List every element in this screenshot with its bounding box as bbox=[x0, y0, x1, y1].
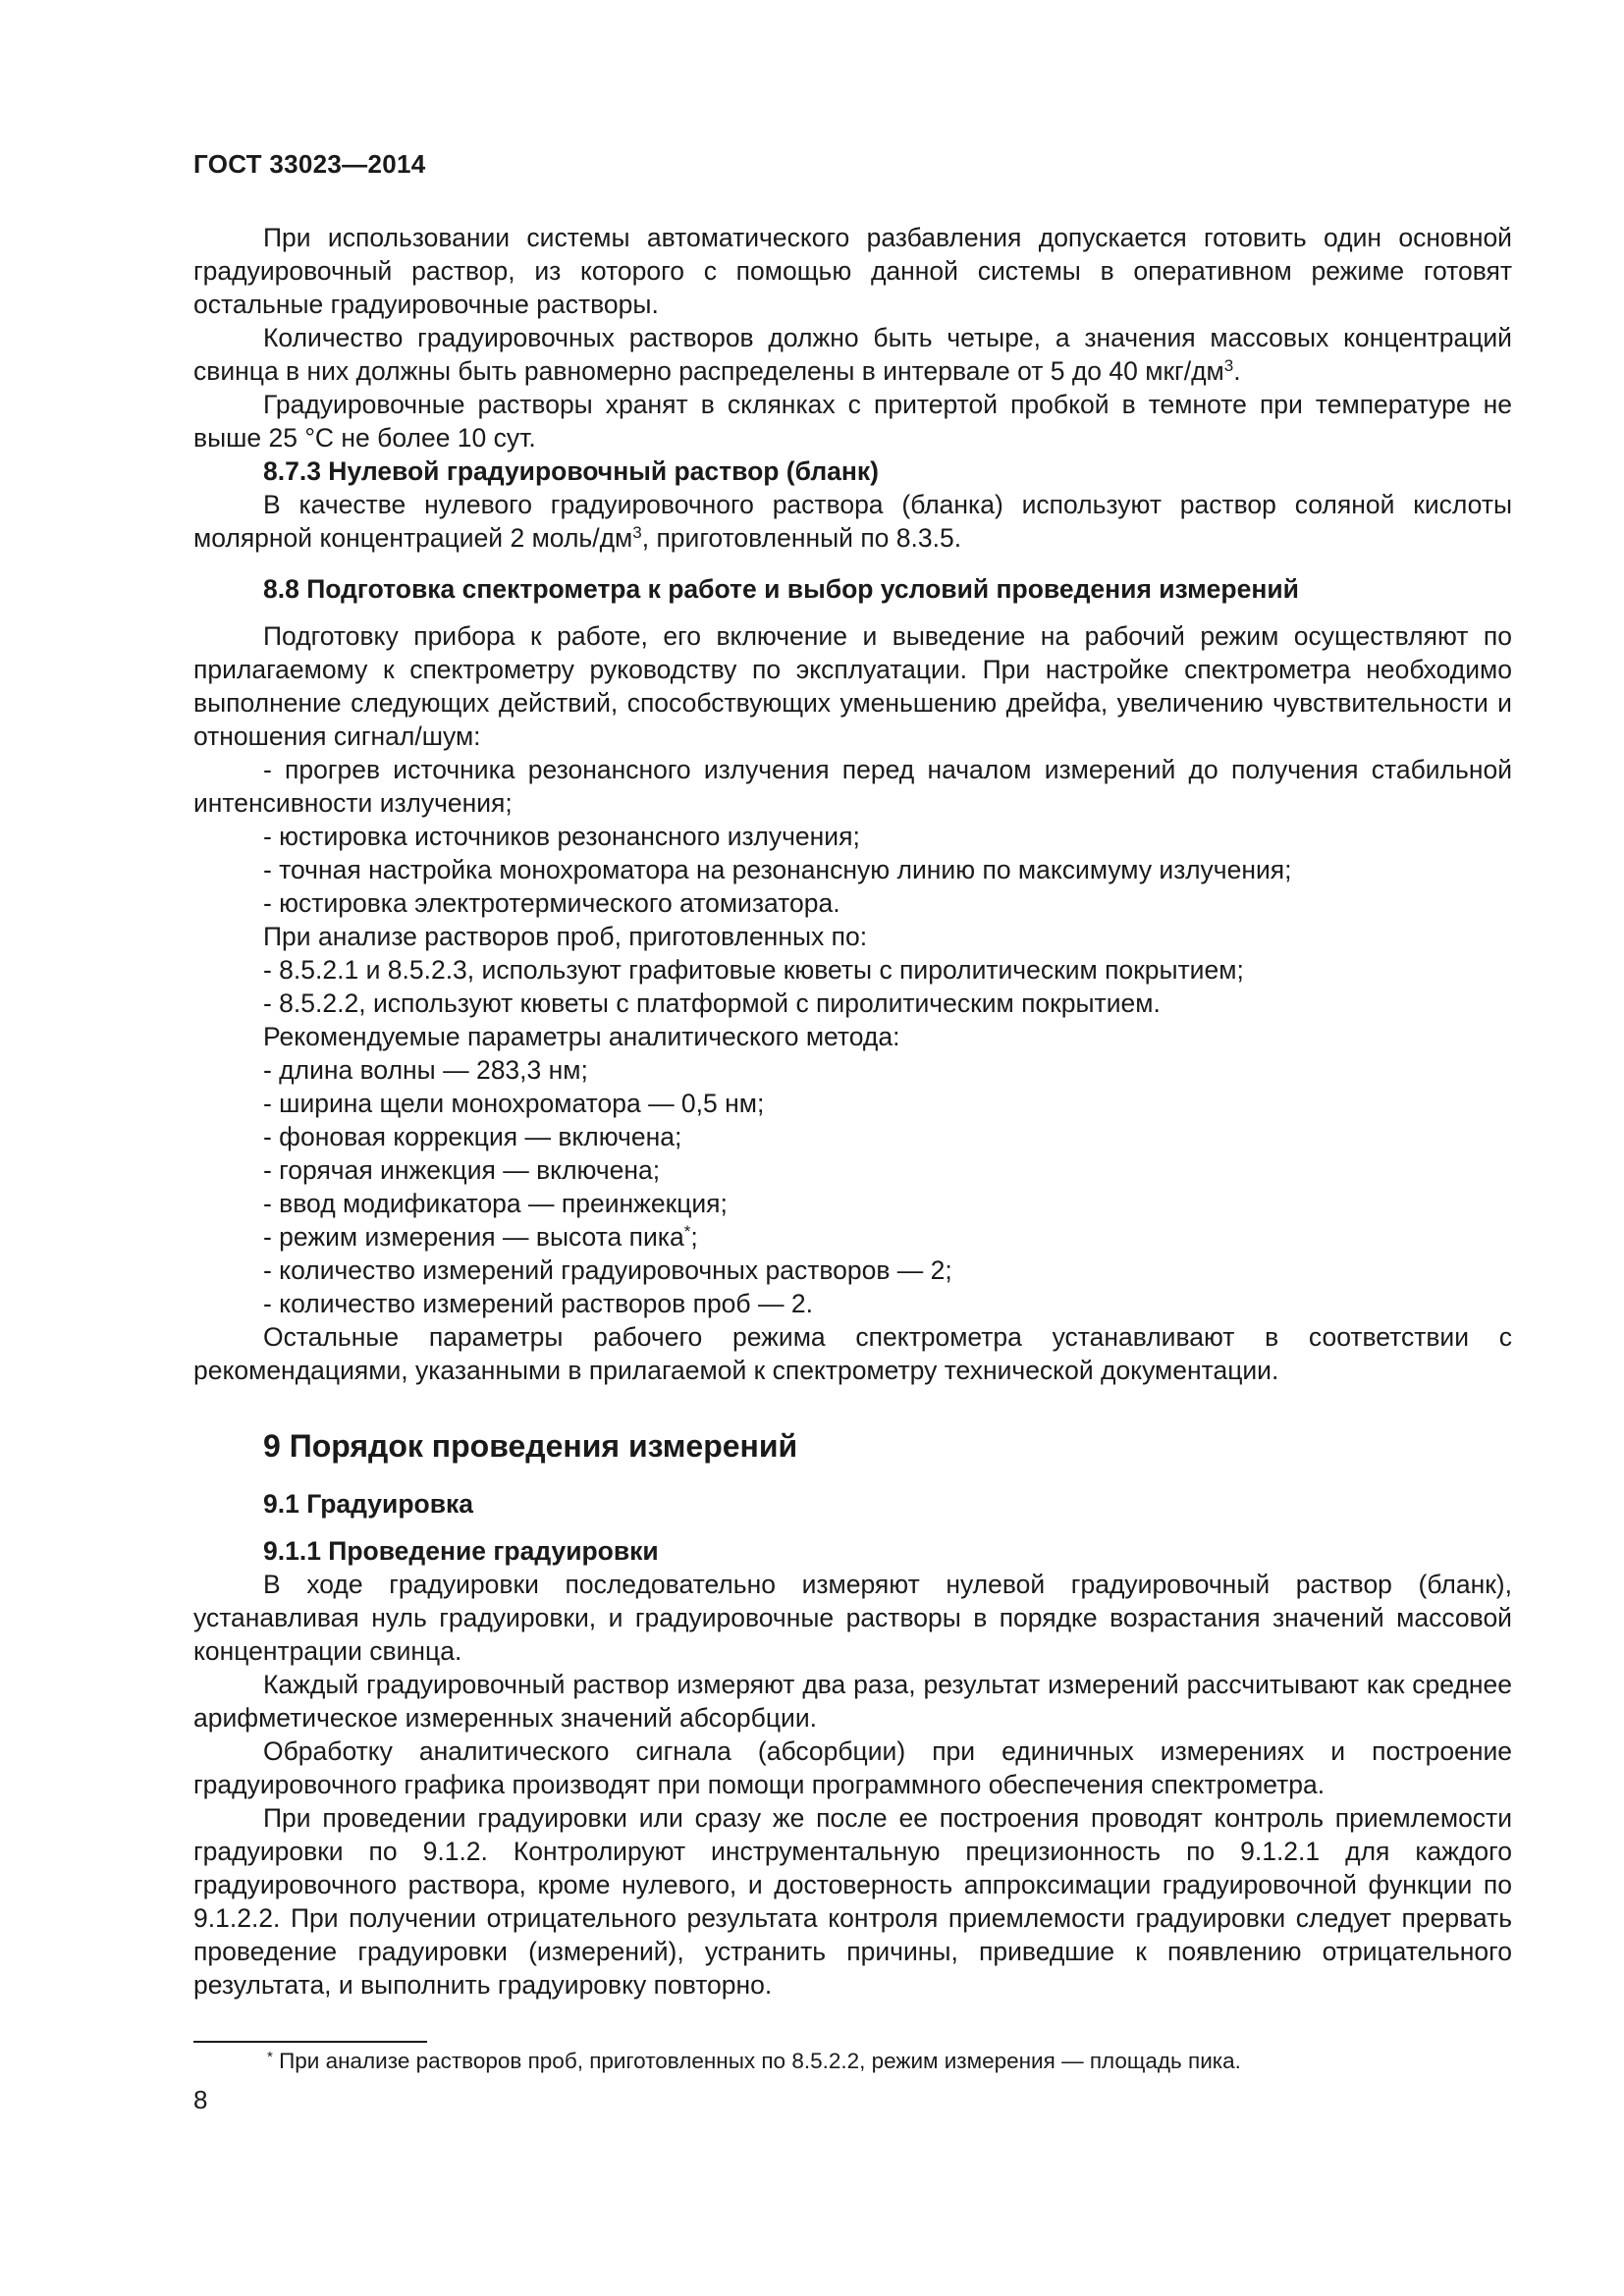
list-item: - ввод модификатора — преинжекция; bbox=[263, 1189, 728, 1218]
document-header: ГОСТ 33023—2014 bbox=[193, 149, 426, 179]
paragraph: Обработку аналитического сигнала (абсорбции) при единичных измерениях и построение градуировочного графика производят при помощи программного обеспечения спектрометра. bbox=[193, 1736, 1512, 1799]
paragraph: В качестве нулевого градуировочного раствора (бланка) используют раствор соляной кислоты молярной концентрацией 2 моль/$дм^3$, приготовленный по 8.3.5. bbox=[193, 490, 1512, 553]
list-item: - длина волны — 283,3 нм; bbox=[263, 1055, 588, 1085]
list-item: - юстировка источников резонансного излучения; bbox=[263, 822, 860, 851]
page-number: 8 bbox=[193, 2085, 208, 2114]
paragraph: Количество градуировочных растворов должно быть четыре, а значения массовых концентраций свинца в них должны быть равномерно распределены в интервале от 5 до 40 мкг/$дм^3$. bbox=[193, 323, 1512, 386]
setup-list bbox=[193, 753, 1512, 920]
footnote-marker: * bbox=[267, 2049, 273, 2065]
section-heading-8-8: 8.8 Подготовка спектрометра к работе и выбор условий проведения измерений bbox=[263, 574, 1299, 604]
paragraph: Остальные параметры рабочего режима спектрометра устанавливают в соответствии с рекомендациями, указанными в прилагаемой к спектрометру технической документации. bbox=[193, 1322, 1512, 1385]
paragraph: Градуировочные растворы хранят в склянках с притертой пробкой в темноте при температуре не выше 25 °С не более 10 сут. bbox=[193, 390, 1512, 453]
body-content bbox=[193, 221, 1512, 2002]
paragraph: Рекомендуемые параметры аналитического метода: bbox=[263, 1022, 900, 1051]
list-item: - 8.5.2.2, используют кюветы с платформой с пиролитическим покрытием. bbox=[263, 988, 1161, 1018]
paragraph: При использовании системы автоматического разбавления допускается готовить один основной градуировочный раствор, из которого с помощью данной системы в оперативном режиме готовят остальные градуировочные растворы. bbox=[193, 223, 1512, 319]
section-heading-9: 9 Порядок проведения измерений bbox=[263, 1428, 798, 1464]
footnote: * При анализе растворов проб, приготовленных по 8.5.2.2, режим измерения — площадь пика. bbox=[267, 2049, 1241, 2073]
list-item: - ширина щели монохроматора — 0,5 нм; bbox=[263, 1089, 765, 1118]
footnote-marker: * bbox=[683, 1222, 691, 1241]
section-heading-9-1-1: 9.1.1 Проведение градуировки bbox=[263, 1536, 659, 1566]
paragraph: В ходе градуировки последовательно измеряют нулевой градуировочный раствор (бланк), устанавливая нуль градуировки, и градуировочные растворы в порядке возрастания значений массовой концентрации свинца. bbox=[193, 1570, 1512, 1666]
list-item: - количество измерений градуировочных растворов — 2; bbox=[263, 1255, 952, 1285]
paragraph: Подготовку прибора к работе, его включение и выведение на рабочий режим осуществляют по прилагаемому к спектрометру руководству по эксплуатации. При настройке спектрометра необходимо выполнение следующих действий, способствующих уменьшению дрейфа, увеличению чувствительности и отношения сигнал/шум: bbox=[193, 621, 1512, 751]
list-item: - режим измерения — высота пика*; bbox=[263, 1222, 698, 1252]
paragraph: При анализе растворов проб, приготовленных по: bbox=[263, 922, 868, 951]
list-item: - 8.5.2.1 и 8.5.2.3, используют графитовые кюветы с пиролитическим покрытием; bbox=[263, 955, 1244, 985]
paragraph: При проведении градуировки или сразу же после ее построения проводят контроль приемлемости градуировки по 9.1.2. Контролируют инструментальную прецизионность по 9.1.2.1 для каждого градуировочного раствора, кроме нулевого, и достоверность аппроксимации градуировочной функции по 9.1.2.2. При получении отрицательного результата контроля приемлемости градуировки следует прервать проведение градуировки (измерений), устранить причины, приведшие к появлению отрицательного результата, и выполнить градуировку повторно. bbox=[193, 1803, 1512, 2000]
list-item: - прогрев источника резонансного излучения перед началом измерений до получения стабильной интенсивности излучения; bbox=[193, 755, 1512, 818]
footnote-divider bbox=[193, 2041, 427, 2043]
list-item: - количество измерений растворов проб — 2. bbox=[263, 1289, 813, 1318]
section-heading-9-1: 9.1 Градуировка bbox=[263, 1489, 473, 1519]
samples-list bbox=[193, 953, 1512, 1020]
list-item: - юстировка электротермического атомизатора. bbox=[263, 888, 840, 918]
params-list bbox=[193, 1053, 1512, 1320]
list-item: - фоновая коррекция — включена; bbox=[263, 1122, 682, 1151]
list-item: - точная настройка монохроматора на резонансную линию по максимуму излучения; bbox=[263, 855, 1292, 884]
paragraph: Каждый градуировочный раствор измеряют два раза, результат измерений рассчитывают как среднее арифметическое измеренных значений абсорбции. bbox=[193, 1670, 1512, 1733]
section-heading-8-7-3: 8.7.3 Нулевой градуировочный раствор (бланк) bbox=[263, 456, 880, 486]
list-item: - горячая инжекция — включена; bbox=[263, 1155, 661, 1185]
